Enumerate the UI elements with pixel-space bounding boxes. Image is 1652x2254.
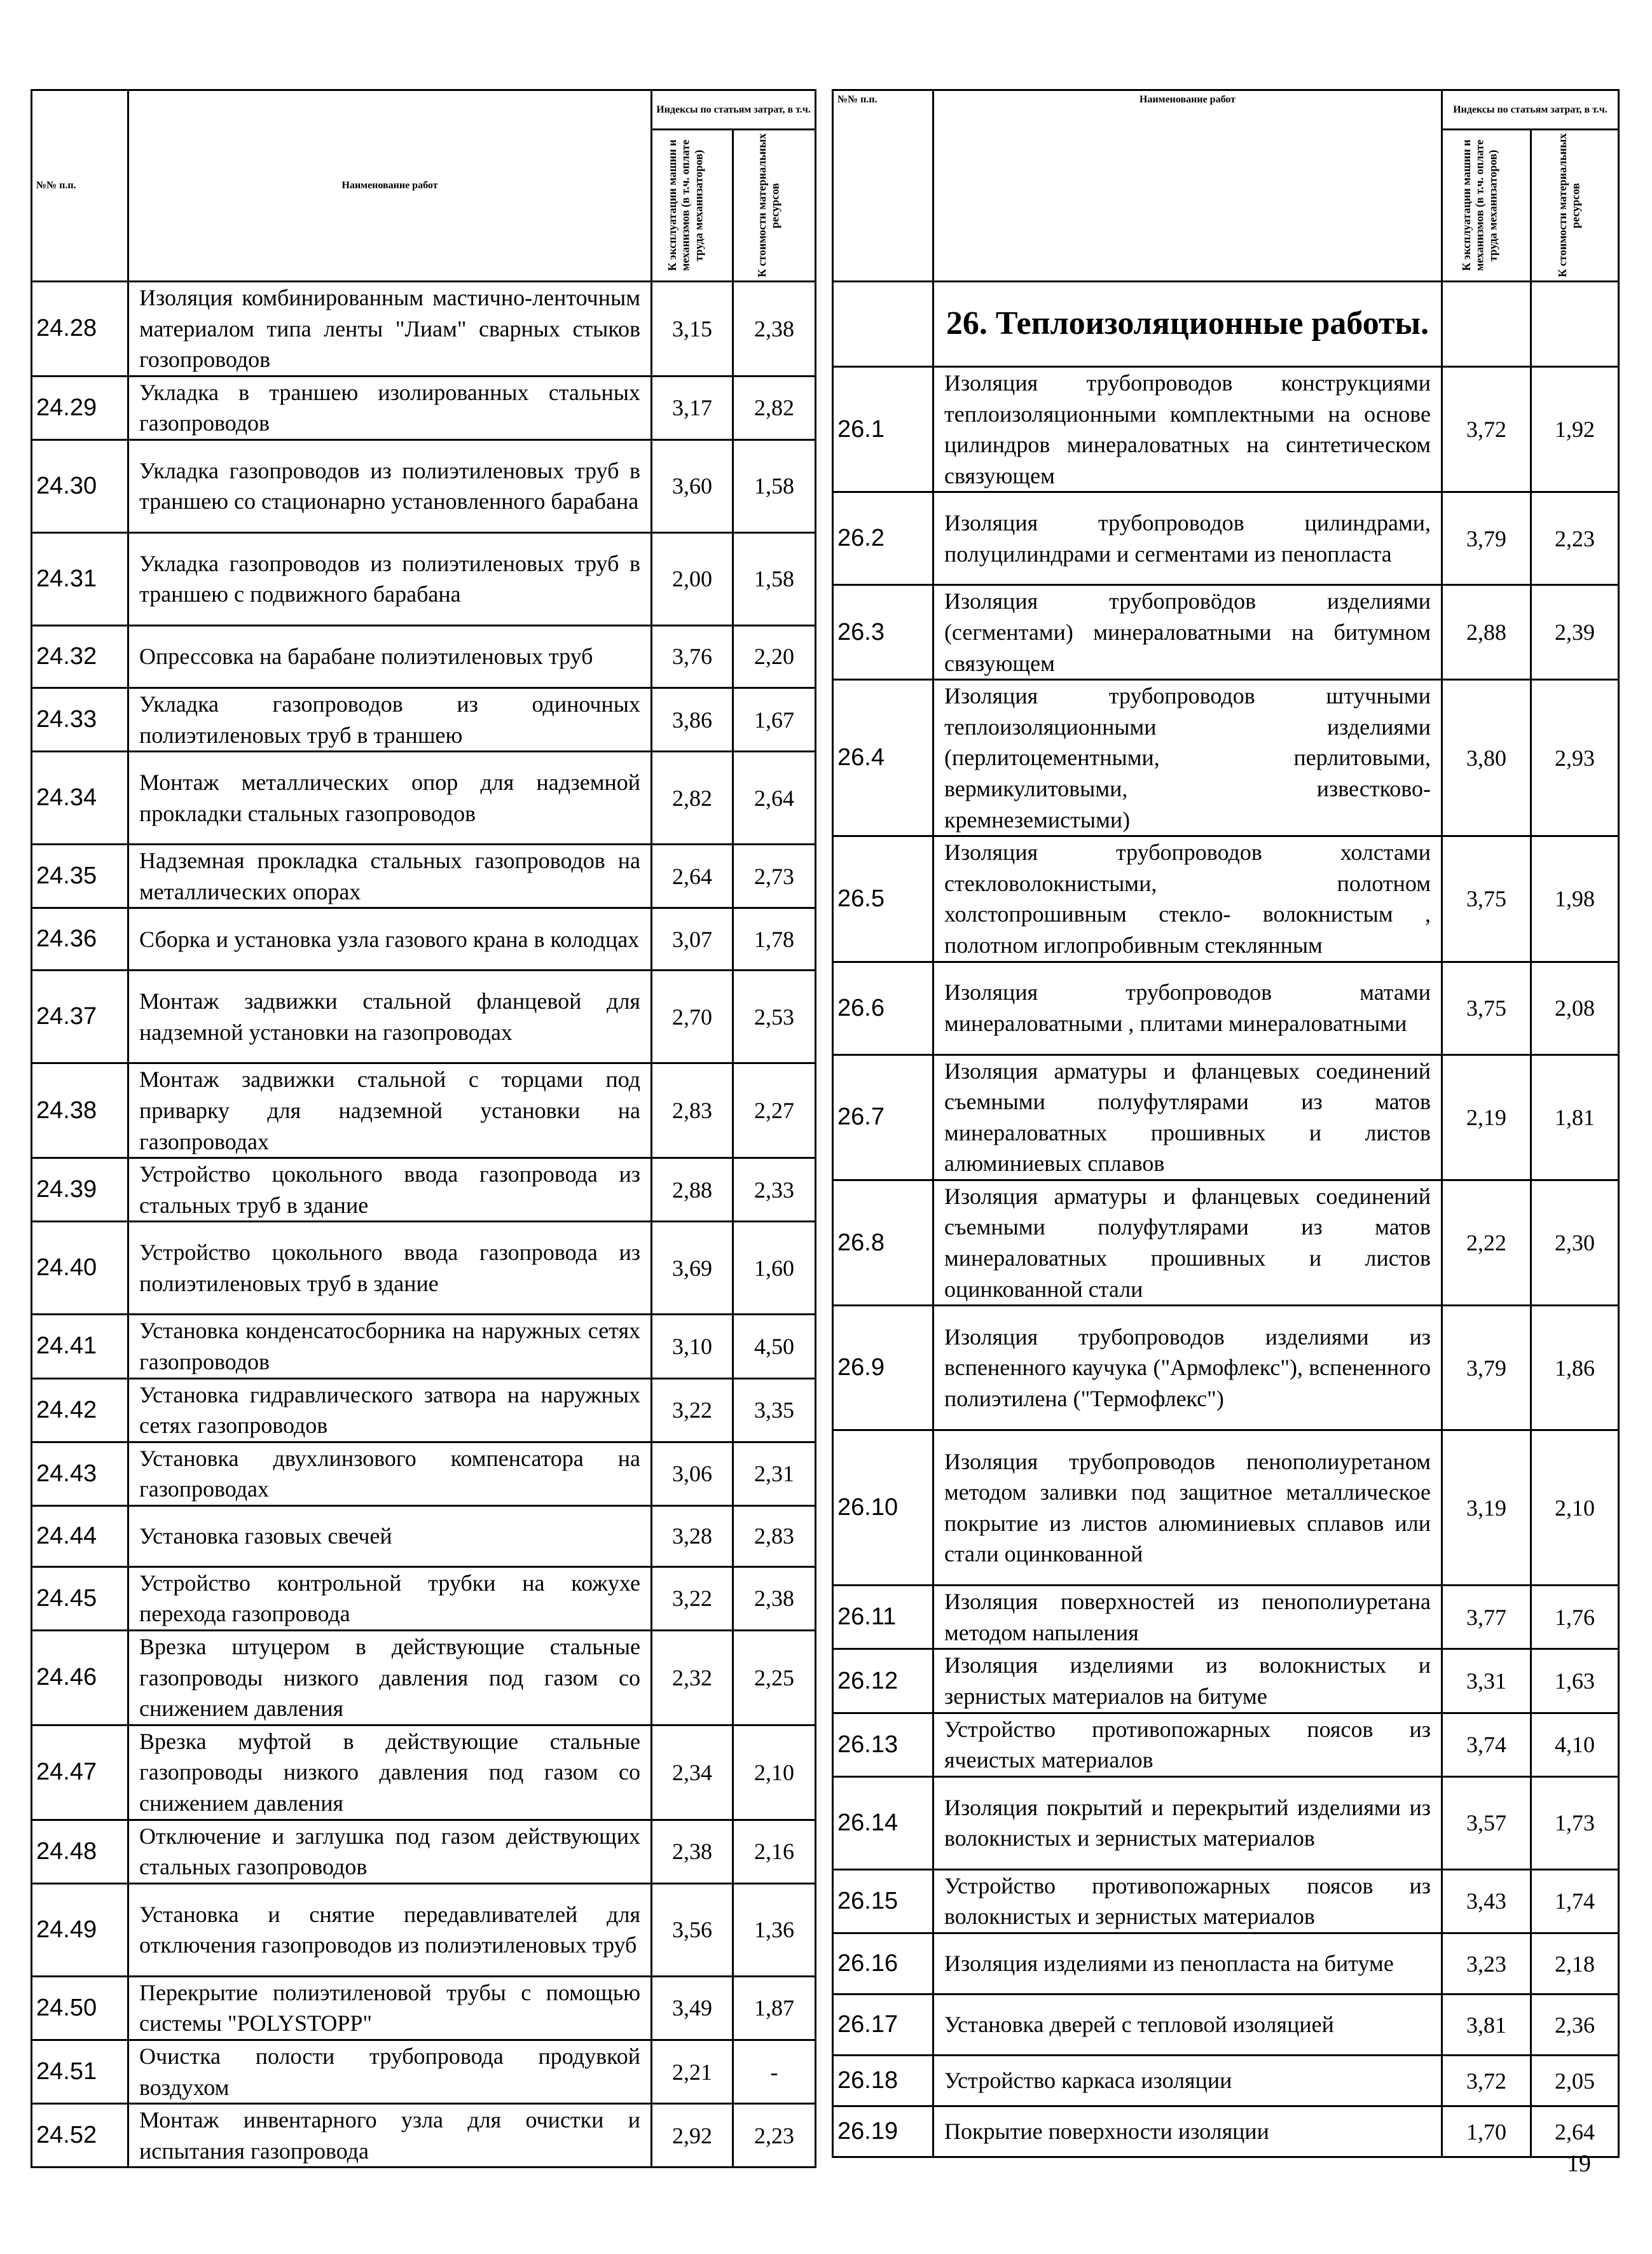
header-indices: Индексы по статьям затрат, в т.ч. [1442,90,1619,130]
materials-index: 2,38 [733,282,816,377]
work-name: Отключение и заглушка под газом действующих стальных газопроводов [128,1820,652,1883]
row-number: 26.5 [833,836,933,962]
work-name: Изоляция трубопроводов изделиями из вспененного каучука ("Армофлекс"), вспененного полиэтилена ("Термофлекс") [933,1306,1442,1430]
machines-index: 2,32 [652,1631,733,1725]
table-row [32,376,816,439]
work-name: Укладка газопроводов из полиэтиленовых труб в траншею со стационарно установленного барабана [128,439,652,532]
work-name: Изоляция комбинированным мастично-ленточным материалом типа ленты "Лиам" сварных стыков гозопроводов [128,282,652,377]
work-name: Опрессовка на барабане полиэтиленовых труб [128,625,652,688]
table-row [833,1776,1619,1869]
row-number: 24.46 [32,1631,128,1725]
table-row [32,908,816,971]
materials-index: 2,64 [733,752,816,845]
materials-index: 1,73 [1531,1776,1619,1869]
work-name: Врезка муфтой в действующие стальные газопроводы низкого давления под газом со снижением давления [128,1725,652,1820]
row-number: 24.36 [32,908,128,971]
materials-index: 2,05 [1531,2056,1619,2106]
left-table-body [32,282,816,2168]
machines-index: 3,77 [1442,1586,1531,1649]
row-number: 24.31 [32,532,128,625]
header-materials [1531,130,1619,282]
table-row [32,688,816,751]
materials-index: 2,73 [733,845,816,908]
work-name: Устройство цокольного ввода газопровода из стальных труб в здание [128,1158,652,1222]
table-row [833,492,1619,585]
right-price-index-table [832,89,1620,2158]
machines-index: 3,43 [1442,1869,1531,1933]
table-row [833,1054,1619,1180]
row-number: 26.6 [833,962,933,1054]
row-number: 26.4 [833,680,933,836]
table-row [32,1222,816,1315]
row-number: 24.30 [32,439,128,532]
machines-index: 2,19 [1442,1054,1531,1180]
section-title-num-cell [833,282,933,367]
machines-index: 3,76 [652,625,733,688]
row-number: 26.15 [833,1869,933,1933]
header-name: Наименование работ [128,90,652,282]
materials-index: 3,35 [733,1378,816,1442]
materials-index: - [733,2040,816,2104]
materials-index: 1,78 [733,908,816,971]
work-name: Установка и снятие передавливателей для отключения газопроводов из полиэтиленовых труб [128,1883,652,1976]
table-row [32,752,816,845]
materials-index: 4,10 [1531,1713,1619,1776]
materials-index: 2,20 [733,625,816,688]
materials-index: 2,82 [733,376,816,439]
row-number: 24.38 [32,1063,128,1158]
header-materials [733,130,816,282]
table-row [32,2040,816,2104]
work-name: Устройство каркаса изоляции [933,2056,1442,2106]
table-row [32,1820,816,1883]
machines-index: 3,19 [1442,1430,1531,1586]
table-row [833,836,1619,962]
table-row [833,2106,1619,2157]
materials-index: 2,33 [733,1158,816,1222]
row-number: 24.52 [32,2104,128,2168]
materials-index: 2,08 [1531,962,1619,1054]
table-row [833,1649,1619,1713]
row-number: 24.43 [32,1442,128,1505]
section-title-empty-cell [1531,282,1619,367]
machines-index: 2,21 [652,2040,733,2104]
work-name: Изоляция трубопроводов конструкциями теплоизоляционными комплектными на основе цилиндров минераловатных на синтетическом связующем [933,367,1442,492]
table-row [32,1158,816,1222]
header-num: №№ п.п. [32,90,128,282]
row-number: 24.40 [32,1222,128,1315]
work-name: Сборка и установка узла газового крана в колодцах [128,908,652,971]
work-name: Покрытие поверхности изоляции [933,2106,1442,2157]
row-number: 24.42 [32,1378,128,1442]
table-row [833,1180,1619,1305]
row-number: 24.34 [32,752,128,845]
table-row [833,680,1619,836]
work-name: Перекрытие полиэтиленовой трубы с помощью системы "POLYSTOPP" [128,1976,652,2040]
work-name: Изоляция трубопроводов холстами стекловолокнистыми, полотном холстопрошивным стекло- волокнистым , полотном иглопробивным стеклянным [933,836,1442,962]
header-machines [652,130,733,282]
row-number: 24.44 [32,1505,128,1566]
materials-index: 2,23 [1531,492,1619,585]
machines-index: 3,15 [652,282,733,377]
materials-index: 2,25 [733,1631,816,1725]
row-number: 26.8 [833,1180,933,1305]
machines-index: 2,38 [652,1820,733,1883]
row-number: 24.48 [32,1820,128,1883]
materials-index: 1,58 [733,439,816,532]
table-row [833,585,1619,680]
row-number: 24.45 [32,1566,128,1630]
machines-index: 2,82 [652,752,733,845]
work-name: Изоляция трубопроводов матами минераловатными , плитами минераловатными [933,962,1442,1054]
table-row [833,1713,1619,1776]
table-row [32,845,816,908]
machines-index: 3,60 [652,439,733,532]
row-number: 26.13 [833,1713,933,1776]
machines-index: 3,31 [1442,1649,1531,1713]
materials-index: 2,64 [1531,2106,1619,2157]
row-number: 26.16 [833,1933,933,1995]
materials-index: 2,23 [733,2104,816,2168]
header-materials-text: К стоимости материальных ресурсов [1555,133,1582,278]
table-row [32,1976,816,2040]
table-row [32,282,816,377]
row-number: 24.39 [32,1158,128,1222]
machines-index: 3,28 [652,1505,733,1566]
table-row [32,1725,816,1820]
header-machines [1442,130,1531,282]
work-name: Установка гидравлического затвора на наружных сетях газопроводов [128,1378,652,1442]
row-number: 26.3 [833,585,933,680]
row-number: 24.37 [32,971,128,1063]
materials-index: 1,86 [1531,1306,1619,1430]
machines-index: 3,07 [652,908,733,971]
machines-index: 2,00 [652,532,733,625]
materials-index: 2,39 [1531,585,1619,680]
row-number: 26.12 [833,1649,933,1713]
work-name: Изоляция трубопроводов штучными теплоизоляционными изделиями (перлитоцементными, перлитовыми, вермикулитовыми, известково-кремнеземистыми) [933,680,1442,836]
header-machines-text: К эксплуатации машин и механизмов (в т.ч. оплате труда механизаторов) [665,139,705,272]
machines-index: 3,75 [1442,836,1531,962]
table-row [32,1315,816,1378]
work-name: Устройство цокольного ввода газопровода из полиэтиленовых труб в здание [128,1222,652,1315]
machines-index: 3,57 [1442,1776,1531,1869]
machines-index: 3,17 [652,376,733,439]
row-number: 26.19 [833,2106,933,2157]
work-name: Изоляция трубопроводов цилиндрами, полуцилиндрами и сегментами из пенопласта [933,492,1442,585]
machines-index: 3,69 [652,1222,733,1315]
machines-index: 3,49 [652,1976,733,2040]
table-row [833,1995,1619,2056]
machines-index: 2,83 [652,1063,733,1158]
materials-index: 2,10 [733,1725,816,1820]
work-name: Изоляция изделиями из волокнистых и зернистых материалов на битуме [933,1649,1442,1713]
work-name: Установка двухлинзового компенсатора на газопроводах [128,1442,652,1505]
materials-index: 2,38 [733,1566,816,1630]
work-name: Изоляция изделиями из пенопласта на битуме [933,1933,1442,1995]
materials-index: 1,76 [1531,1586,1619,1649]
work-name: Укладка газопроводов из полиэтиленовых труб в траншею с подвижного барабана [128,532,652,625]
materials-index: 1,60 [733,1222,816,1315]
left-price-index-table [31,89,816,2168]
work-name: Укладка газопроводов из одиночных полиэтиленовых труб в траншею [128,688,652,751]
work-name: Изоляция арматуры и фланцевых соединений съемными полуфутлярами из матов минераловатных прошивных и листов оцинкованной стали [933,1180,1442,1305]
machines-index: 3,81 [1442,1995,1531,2056]
row-number: 26.10 [833,1430,933,1586]
row-number: 26.11 [833,1586,933,1649]
work-name: Изоляция трубопроводов пенополиуретаном методом заливки под защитное металлическое покрытие из листов алюминиевых сплавов или стали оцинкованной [933,1430,1442,1586]
table-row [833,1430,1619,1586]
work-name: Врезка штуцером в действующие стальные газопроводы низкого давления под газом со снижением давления [128,1631,652,1725]
header-machines-text: К эксплуатации машин и механизмов (в т.ч. оплате труда механизаторов) [1459,139,1499,272]
work-name: Надземная прокладка стальных газопроводов на металлических опорах [128,845,652,908]
table-row [32,532,816,625]
row-number: 24.33 [32,688,128,751]
row-number: 24.41 [32,1315,128,1378]
machines-index: 3,72 [1442,367,1531,492]
row-number: 26.2 [833,492,933,585]
work-name: Установка газовых свечей [128,1505,652,1566]
table-row [32,1063,816,1158]
row-number: 24.28 [32,282,128,377]
table-row [32,1505,816,1566]
materials-index: 1,36 [733,1883,816,1976]
work-name: Устройство противопожарных поясов из ячеистых материалов [933,1713,1442,1776]
work-name: Установка дверей с тепловой изоляцией [933,1995,1442,2056]
table-row [833,1933,1619,1995]
materials-index: 2,36 [1531,1995,1619,2056]
table-row [32,1631,816,1725]
table-row [833,1306,1619,1430]
table-row [833,1586,1619,1649]
materials-index: 2,93 [1531,680,1619,836]
machines-index: 3,72 [1442,2056,1531,2106]
table-row [32,2104,816,2168]
row-number: 26.17 [833,1995,933,2056]
work-name: Монтаж инвентарного узла для очистки и испытания газопровода [128,2104,652,2168]
table-row [32,439,816,532]
left-table-header [32,90,816,282]
machines-index: 2,88 [1442,585,1531,680]
machines-index: 3,22 [652,1566,733,1630]
table-row [833,1869,1619,1933]
materials-index: 1,74 [1531,1869,1619,1933]
machines-index: 2,64 [652,845,733,908]
header-materials-text: К стоимости материальных ресурсов [755,133,781,278]
row-number: 26.9 [833,1306,933,1430]
table-row [32,1378,816,1442]
table-row [32,625,816,688]
materials-index: 1,58 [733,532,816,625]
section-title: 26. Теплоизоляционные работы. [933,282,1442,367]
machines-index: 2,92 [652,2104,733,2168]
materials-index: 2,16 [733,1820,816,1883]
machines-index: 3,56 [652,1883,733,1976]
materials-index: 1,92 [1531,367,1619,492]
materials-index: 1,87 [733,1976,816,2040]
row-number: 24.35 [32,845,128,908]
header-name: Наименование работ [933,90,1442,282]
materials-index: 2,31 [733,1442,816,1505]
materials-index: 2,10 [1531,1430,1619,1586]
work-name: Устройство контрольной трубки на кожухе перехода газопровода [128,1566,652,1630]
work-name: Изоляция поверхностей из пенополиуретана методом напыления [933,1586,1442,1649]
row-number: 26.18 [833,2056,933,2106]
work-name: Устройство противопожарных поясов из волокнистых и зернистых материалов [933,1869,1442,1933]
machines-index: 2,34 [652,1725,733,1820]
work-name: Монтаж задвижки стальной фланцевой для надземной установки на газопроводах [128,971,652,1063]
work-name: Монтаж задвижки стальной с торцами под приварку для надземной установки на газопроводах [128,1063,652,1158]
machines-index: 2,22 [1442,1180,1531,1305]
row-number: 24.50 [32,1976,128,2040]
table-row [32,1566,816,1630]
section-title-row [833,282,1619,367]
work-name: Изоляция арматуры и фланцевых соединений съемными полуфутлярами из матов минераловатных прошивных и листов алюминиевых сплавов [933,1054,1442,1180]
row-number: 24.51 [32,2040,128,2104]
work-name: Изоляция трубопровöдов изделиями (сегментами) минераловатными на битумном связующем [933,585,1442,680]
machines-index: 3,06 [652,1442,733,1505]
materials-index: 2,53 [733,971,816,1063]
header-num: №№ п.п. [833,90,933,282]
table-row [32,971,816,1063]
row-number: 26.14 [833,1776,933,1869]
table-row [32,1442,816,1505]
row-number: 24.49 [32,1883,128,1976]
materials-index: 4,50 [733,1315,816,1378]
materials-index: 2,30 [1531,1180,1619,1305]
materials-index: 1,98 [1531,836,1619,962]
row-number: 26.1 [833,367,933,492]
work-name: Монтаж металлических опор для надземной прокладки стальных газопроводов [128,752,652,845]
page-number: 19 [1567,2150,1591,2177]
work-name: Установка конденсатосборника на наружных сетях газопроводов [128,1315,652,1378]
table-row [833,2056,1619,2106]
materials-index: 1,81 [1531,1054,1619,1180]
machines-index: 3,74 [1442,1713,1531,1776]
row-number: 24.32 [32,625,128,688]
row-number: 24.29 [32,376,128,439]
right-table-body [833,282,1619,2157]
materials-index: 2,27 [733,1063,816,1158]
table-row [833,367,1619,492]
machines-index: 2,88 [652,1158,733,1222]
row-number: 24.47 [32,1725,128,1820]
table-row [833,962,1619,1054]
machines-index: 3,79 [1442,492,1531,585]
row-number: 26.7 [833,1054,933,1180]
table-row [32,1883,816,1976]
machines-index: 3,79 [1442,1306,1531,1430]
header-indices: Индексы по статьям затрат, в т.ч. [652,90,816,130]
machines-index: 3,22 [652,1378,733,1442]
machines-index: 1,70 [1442,2106,1531,2157]
machines-index: 2,70 [652,971,733,1063]
machines-index: 3,86 [652,688,733,751]
materials-index: 2,83 [733,1505,816,1566]
work-name: Изоляция покрытий и перекрытий изделиями из волокнистых и зернистых материалов [933,1776,1442,1869]
materials-index: 1,67 [733,688,816,751]
machines-index: 3,10 [652,1315,733,1378]
right-table-header [833,90,1619,282]
work-name: Укладка в траншею изолированных стальных газопроводов [128,376,652,439]
machines-index: 3,23 [1442,1933,1531,1995]
machines-index: 3,80 [1442,680,1531,836]
materials-index: 1,63 [1531,1649,1619,1713]
section-title-empty-cell [1442,282,1531,367]
materials-index: 2,18 [1531,1933,1619,1995]
machines-index: 3,75 [1442,962,1531,1054]
work-name: Очистка полости трубопровода продувкой воздухом [128,2040,652,2104]
